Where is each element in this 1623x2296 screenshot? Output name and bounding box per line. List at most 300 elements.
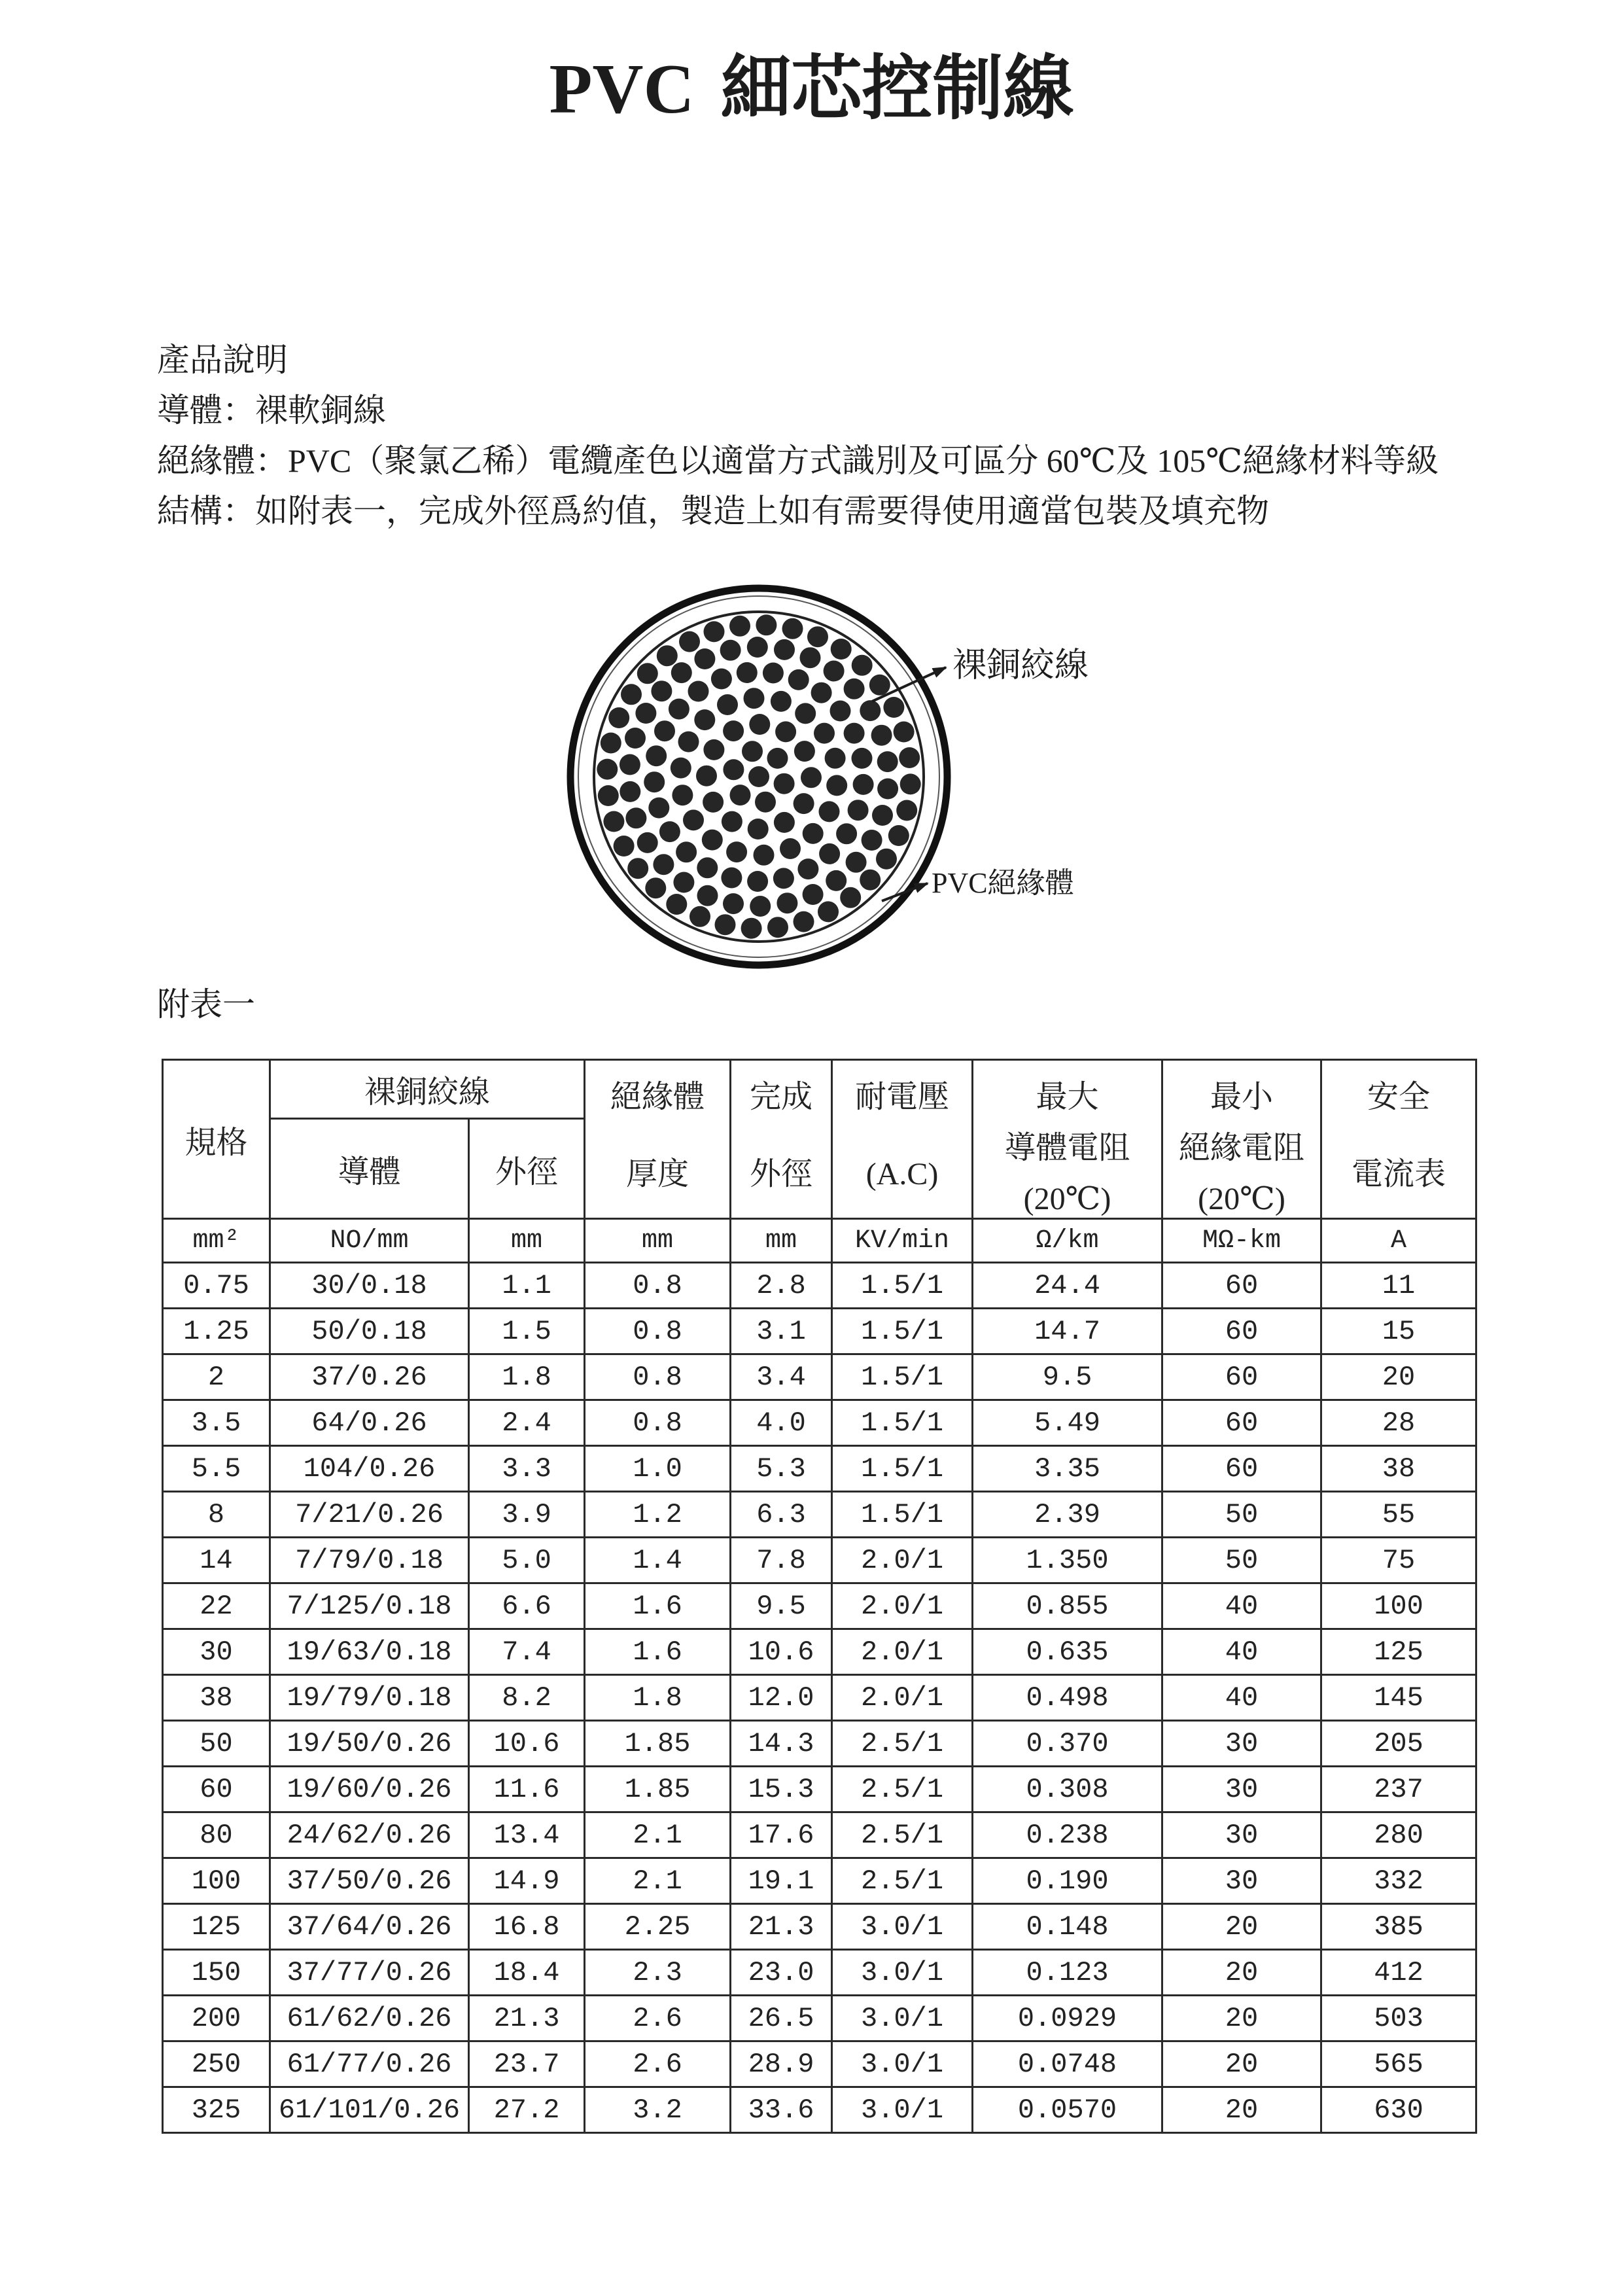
table-row [163,1767,1476,1812]
header-line: (A.C) [865,1157,939,1192]
conductor-strand [860,870,881,891]
cell-min-insulation-resistance: 50 [1162,1492,1321,1538]
cell-conductor: 30/0.18 [270,1263,469,1309]
cell-max-resistance: 0.190 [973,1858,1162,1904]
cell-conductor: 7/79/0.18 [270,1538,469,1583]
cell-conductor-od: 1.1 [469,1263,585,1309]
conductor-strand [775,721,796,742]
cell-current: 503 [1321,1996,1476,2041]
cell-finished-od: 15.3 [731,1767,832,1812]
conductor-strand [771,691,792,712]
conductor-strand [644,771,665,792]
header-max-resistance [973,1060,1162,1219]
cell-finished-od: 7.8 [731,1538,832,1583]
cell-current: 145 [1321,1675,1476,1721]
conductor-strand [824,661,845,682]
cell-size: 100 [163,1858,270,1904]
conductor-strand [678,732,699,752]
cell-conductor-od: 5.0 [469,1538,585,1583]
conductor-strand [715,914,736,935]
spec-table [162,1059,1477,2134]
cell-conductor: 7/21/0.26 [270,1492,469,1538]
header-line: 電流表 [1352,1157,1446,1192]
conductor-strand [755,792,776,813]
conductor-strand [795,703,816,724]
cell-size: 80 [163,1812,270,1858]
cell-voltage: 2.5/1 [832,1721,973,1767]
conductor-strand [794,741,815,762]
cell-max-resistance: 0.0929 [973,1996,1162,2041]
cell-conductor: 37/64/0.26 [270,1904,469,1950]
conductor-strand [620,754,640,775]
table-row [163,2041,1476,2087]
cell-finished-od: 12.0 [731,1675,832,1721]
cell-current: 55 [1321,1492,1476,1538]
cell-min-insulation-resistance: 30 [1162,1767,1321,1812]
conductor-strand [794,793,814,814]
conductor-strand [737,662,758,683]
conductor-strand [637,663,658,684]
cell-size: 250 [163,2041,270,2087]
cell-insulation-thickness: 0.8 [585,1400,731,1446]
unit-cell: A [1321,1219,1476,1263]
header-current-lines [1322,1062,1475,1216]
cell-min-insulation-resistance: 60 [1162,1446,1321,1492]
cell-insulation-thickness: 1.2 [585,1492,731,1538]
cell-conductor-od: 16.8 [469,1904,585,1950]
conductor-strand [721,868,742,889]
conductor-strand [748,819,769,839]
cell-max-resistance: 0.0748 [973,2041,1162,2087]
cell-voltage: 2.0/1 [832,1629,973,1675]
cell-conductor-od: 8.2 [469,1675,585,1721]
table-row [163,1538,1476,1583]
conductor-strand [646,745,667,766]
conductor-strand [717,694,738,715]
cell-finished-od: 6.3 [731,1492,832,1538]
cell-conductor-od: 10.6 [469,1721,585,1767]
cell-voltage: 1.5/1 [832,1263,973,1309]
conductor-strand [852,655,873,676]
conductor-strand [883,697,904,718]
description-heading: 產品說明 [157,342,288,378]
conductor-strand [754,845,775,866]
cell-current: 125 [1321,1629,1476,1675]
conductor-strand [872,805,893,826]
cell-max-resistance: 0.238 [973,1812,1162,1858]
cell-insulation-thickness: 1.6 [585,1629,731,1675]
cell-min-insulation-resistance: 40 [1162,1675,1321,1721]
conductor-strand [803,823,824,844]
cell-size: 125 [163,1904,270,1950]
table-row [163,1950,1476,1996]
unit-cell: Ω/km [973,1219,1162,1263]
header-voltage [832,1060,973,1219]
cell-insulation-thickness: 2.1 [585,1858,731,1904]
header-line: 絕緣體 [610,1080,705,1114]
cell-size: 200 [163,1996,270,2041]
cell-size: 50 [163,1721,270,1767]
unit-cell: mm [585,1219,731,1263]
conductor-strand [676,841,697,862]
conductor-strand [654,720,675,741]
cell-conductor-od: 23.7 [469,2041,585,2087]
conductor-strand [853,774,874,795]
cell-max-resistance: 0.635 [973,1629,1162,1675]
table-row [163,1446,1476,1492]
conductor-strand [648,798,669,819]
cell-min-insulation-resistance: 60 [1162,1400,1321,1446]
cell-insulation-thickness: 2.3 [585,1950,731,1996]
header-line: 絕緣電阻 [1179,1131,1305,1165]
conductor-strand [697,857,718,878]
conductor-strand [703,739,724,760]
cell-max-resistance: 3.35 [973,1446,1162,1492]
cell-current: 205 [1321,1721,1476,1767]
cell-conductor: 37/50/0.26 [270,1858,469,1904]
conductor-strand [651,680,672,701]
header-conductor: 導體 [270,1119,469,1219]
cell-current: 28 [1321,1400,1476,1446]
table-row [163,1583,1476,1629]
cell-conductor-od: 3.9 [469,1492,585,1538]
conductor-strand [671,662,692,683]
cell-size: 14 [163,1538,270,1583]
cell-max-resistance: 0.370 [973,1721,1162,1767]
conductor-strand [621,684,642,705]
cell-max-resistance: 14.7 [973,1309,1162,1354]
cell-current: 412 [1321,1950,1476,1996]
cell-insulation-thickness: 2.6 [585,2041,731,2087]
conductor-strand [704,621,725,642]
conductor-strand [900,773,921,794]
conductor-strand [657,645,678,666]
conductor-strand [747,637,768,658]
conductor-strand [794,911,814,932]
cell-min-insulation-resistance: 20 [1162,1950,1321,1996]
cell-current: 630 [1321,2087,1476,2133]
cell-min-insulation-resistance: 30 [1162,1858,1321,1904]
cell-conductor-od: 1.8 [469,1354,585,1400]
cell-conductor: 19/60/0.26 [270,1767,469,1812]
header-size: 規格 [163,1060,270,1219]
conductor-strand [811,682,832,703]
conductor-strand [818,901,839,922]
cell-size: 150 [163,1950,270,1996]
conductor-strand [603,811,624,832]
cell-conductor-od: 2.4 [469,1400,585,1446]
cell-min-insulation-resistance: 60 [1162,1263,1321,1309]
conductor-strand [723,893,744,914]
unit-cell: mm [469,1219,585,1263]
conductor-strand [876,849,897,870]
cell-insulation-thickness: 0.8 [585,1354,731,1400]
conductor-strand [803,884,824,905]
cell-finished-od: 23.0 [731,1950,832,1996]
cell-max-resistance: 5.49 [973,1400,1162,1446]
cell-current: 237 [1321,1767,1476,1812]
conductor-strand [888,825,909,846]
description-conductor: 導體：裸軟銅線 [157,392,386,429]
header-line: 最小 [1210,1080,1274,1114]
cell-size: 38 [163,1675,270,1721]
cell-current: 100 [1321,1583,1476,1629]
cell-conductor: 61/101/0.26 [270,2087,469,2133]
conductor-strand [763,663,784,684]
cell-voltage: 2.5/1 [832,1812,973,1858]
cell-size: 22 [163,1583,270,1629]
cell-voltage: 1.5/1 [832,1354,973,1400]
cell-size: 1.25 [163,1309,270,1354]
conductor-strand [672,785,693,805]
cell-size: 60 [163,1767,270,1812]
table-caption: 附表一 [157,986,255,1023]
cell-conductor-od: 11.6 [469,1767,585,1812]
cell-conductor-od: 1.5 [469,1309,585,1354]
conductor-strand [788,669,809,690]
cell-voltage: 2.5/1 [832,1858,973,1904]
cell-conductor: 19/63/0.18 [270,1629,469,1675]
cell-conductor: 7/125/0.18 [270,1583,469,1629]
insulation-label: PVC絕緣體 [932,867,1074,899]
cell-size: 30 [163,1629,270,1675]
unit-cell: MΩ-km [1162,1219,1321,1263]
cell-size: 5.5 [163,1446,270,1492]
conductor-strand [777,892,797,913]
cell-finished-od: 3.1 [731,1309,832,1354]
cell-voltage: 3.0/1 [832,2087,973,2133]
header-current [1321,1060,1476,1219]
cell-insulation-thickness: 1.0 [585,1446,731,1492]
conductor-strand [720,640,741,661]
cell-max-resistance: 1.350 [973,1538,1162,1583]
cell-insulation-thickness: 2.6 [585,1996,731,2041]
table-row [163,2087,1476,2133]
conductor-strand [800,647,821,668]
conductor-strand [894,722,915,743]
conductor-strand [819,843,840,864]
header-min-insulation [1162,1060,1321,1219]
cell-min-insulation-resistance: 30 [1162,1721,1321,1767]
cell-size: 2 [163,1354,270,1400]
header-line: 導體電阻 [1004,1131,1130,1165]
conductor-strand [830,701,851,722]
conductor-strand [767,748,788,769]
conductor-strand [896,800,917,821]
conductor-strand [689,906,710,927]
cable-cross-section-diagram [543,563,1197,981]
conductor-strand [756,614,777,635]
cell-min-insulation-resistance: 20 [1162,2041,1321,2087]
conductor-strand [797,858,818,879]
conductor-strand [730,785,751,805]
cell-conductor: 61/77/0.26 [270,2041,469,2087]
cell-conductor: 19/50/0.26 [270,1721,469,1767]
conductor-strand [694,648,715,669]
conductor-strand [877,751,898,772]
conductor-strand [722,811,742,832]
conductor-strand [871,725,892,746]
cell-conductor-od: 3.3 [469,1446,585,1492]
conductor-strand [782,618,803,639]
cell-min-insulation-resistance: 50 [1162,1538,1321,1583]
cell-finished-od: 9.5 [731,1583,832,1629]
cell-size: 325 [163,2087,270,2133]
conductor-strand [860,700,881,721]
header-min-insulation-lines [1163,1062,1320,1216]
cell-voltage: 1.5/1 [832,1309,973,1354]
cell-voltage: 1.5/1 [832,1492,973,1538]
conductor-strand [683,809,704,830]
cell-conductor: 50/0.18 [270,1309,469,1354]
conductor-strand [637,832,658,853]
cell-current: 280 [1321,1812,1476,1858]
conductor-strand [747,871,768,892]
cell-finished-od: 26.5 [731,1996,832,2041]
cell-voltage: 3.0/1 [832,2041,973,2087]
table-row [163,1721,1476,1767]
conductor-strand [696,766,717,786]
cell-max-resistance: 9.5 [973,1354,1162,1400]
unit-cell: NO/mm [270,1219,469,1263]
cell-voltage: 1.5/1 [832,1400,973,1446]
conductor-strand [749,714,770,735]
cell-min-insulation-resistance: 60 [1162,1309,1321,1354]
conductor-strand [819,801,840,822]
cell-conductor-od: 27.2 [469,2087,585,2133]
conductor-strand [899,747,920,768]
conductor-strand [614,836,635,857]
table-row [163,1309,1476,1354]
header-row-1 [163,1060,1476,1119]
cell-voltage: 2.0/1 [832,1675,973,1721]
header-finished-lines [731,1062,831,1216]
cell-finished-od: 3.4 [731,1354,832,1400]
conductor-strand [840,887,861,908]
header-max-resistance-lines [973,1062,1161,1216]
cell-voltage: 3.0/1 [832,1950,973,1996]
conductor-strand [627,858,648,879]
table-row [163,1263,1476,1309]
cell-conductor-od: 13.4 [469,1812,585,1858]
conductor-strand [635,703,656,724]
cell-current: 565 [1321,2041,1476,2087]
cell-insulation-thickness: 1.6 [585,1583,731,1629]
conductor-strand [688,681,709,702]
conductor-strand [625,728,646,749]
cell-finished-od: 10.6 [731,1629,832,1675]
conductor-strand [848,800,869,821]
header-line: (20℃) [1198,1182,1285,1216]
cell-min-insulation-resistance: 20 [1162,2087,1321,2133]
conductor-strand [807,626,828,647]
cell-conductor: 104/0.26 [270,1446,469,1492]
conductor-strand [774,812,795,833]
table-row [163,1629,1476,1675]
cell-current: 75 [1321,1538,1476,1583]
cell-max-resistance: 0.0570 [973,2087,1162,2133]
title-main: 細芯控制線 [720,50,1074,128]
cell-finished-od: 2.8 [731,1263,832,1309]
cell-conductor-od: 14.9 [469,1858,585,1904]
units-row [163,1219,1476,1263]
header-line: (20℃) [1023,1182,1111,1216]
conductor-strand [666,894,687,915]
conductor-strand [645,877,666,898]
cell-current: 15 [1321,1309,1476,1354]
conductor-strand [780,838,801,859]
conductor-strand [826,775,847,796]
conductor-strand [814,723,835,744]
cell-size: 8 [163,1492,270,1538]
header-insulation-lines [585,1062,729,1216]
conductor-strand [877,779,898,800]
conductor-strand [844,723,865,744]
cell-voltage: 2.5/1 [832,1767,973,1812]
header-conductor-od: 外徑 [469,1119,585,1219]
conductor-strand [844,679,865,699]
cell-voltage: 3.0/1 [832,1996,973,2041]
conductor-strand [723,720,744,741]
cell-max-resistance: 0.498 [973,1675,1162,1721]
description-structure: 結構：如附表一，完成外徑爲約值，製造上如有需要得使用適當包裝及填充物 [157,493,1269,529]
table-header [163,1060,1476,1263]
cell-conductor-od: 21.3 [469,1996,585,2041]
cell-min-insulation-resistance: 60 [1162,1354,1321,1400]
table-row [163,1675,1476,1721]
cell-insulation-thickness: 2.1 [585,1812,731,1858]
cell-finished-od: 14.3 [731,1721,832,1767]
cell-size: 0.75 [163,1263,270,1309]
cell-conductor-od: 18.4 [469,1950,585,1996]
conductor-strand [741,918,762,939]
conductor-strand [679,631,700,652]
header-line: 厚度 [626,1157,689,1192]
header-line: 安全 [1367,1080,1431,1114]
table-row [163,1812,1476,1858]
header-finished [731,1060,832,1219]
cell-max-resistance: 0.148 [973,1904,1162,1950]
cell-min-insulation-resistance: 20 [1162,1904,1321,1950]
cell-max-resistance: 2.39 [973,1492,1162,1538]
cell-conductor: 37/77/0.26 [270,1950,469,1996]
header-insulation [585,1060,731,1219]
cell-current: 38 [1321,1446,1476,1492]
conductor-strand [723,759,744,780]
cell-max-resistance: 0.308 [973,1767,1162,1812]
header-line: 外徑 [750,1157,813,1192]
table-row [163,1904,1476,1950]
conductor-strand [862,830,882,851]
cell-finished-od: 5.3 [731,1446,832,1492]
header-line: 耐電壓 [855,1080,950,1114]
cell-max-resistance: 0.855 [973,1583,1162,1629]
header-conductor-group: 裸銅絞線 [270,1060,585,1119]
cell-conductor: 24/62/0.26 [270,1812,469,1858]
cell-finished-od: 33.6 [731,2087,832,2133]
conductor-strand [744,688,765,709]
conductor-strand [831,639,852,660]
cell-current: 20 [1321,1354,1476,1400]
conductor-strand [826,870,846,891]
cell-insulation-thickness: 1.85 [585,1721,731,1767]
conductor-strand [673,872,694,893]
cell-current: 385 [1321,1904,1476,1950]
cell-insulation-thickness: 1.85 [585,1767,731,1812]
cell-current: 332 [1321,1858,1476,1904]
header-voltage-lines [833,1062,971,1216]
table-row [163,1492,1476,1538]
